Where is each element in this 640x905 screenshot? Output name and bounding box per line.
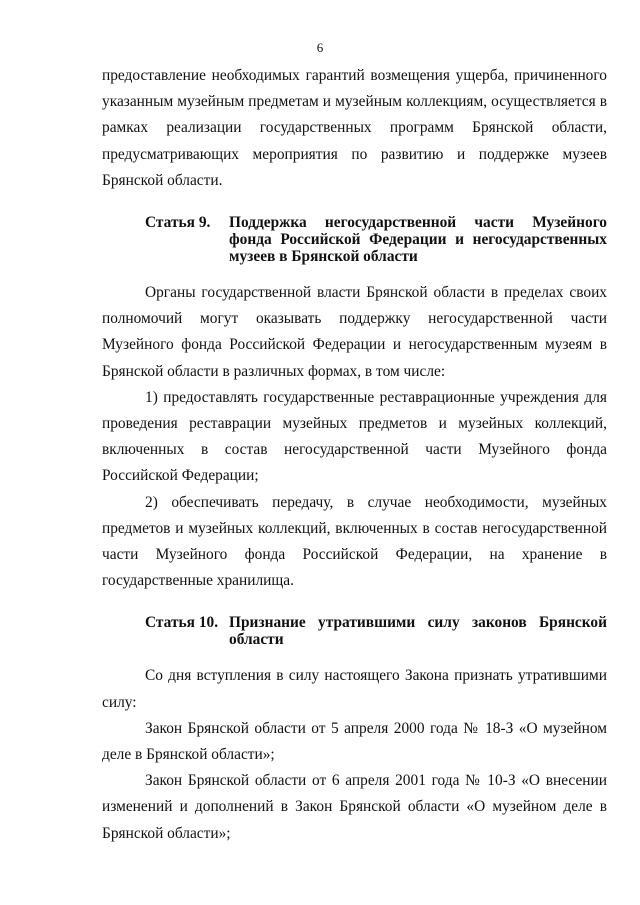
article-10-heading [145, 614, 607, 648]
article-10-title: Признание утратившими силу законов Брянской области [229, 614, 607, 649]
article-9-item-1: 1) предоставлять государственные реставрационные учреждения для проведения реставрации музейных предметов и музейных коллекций, включенных в состав негосударственной части Музейного фонда Российской Федерации; [102, 388, 607, 485]
article-10-paragraph: Со дня вступления в силу настоящего Закона признать утратившими силу: [102, 667, 607, 711]
article-9-item-2: 2) обеспечивать передачу, в случае необходимости, музейных предметов и музейных коллекций, включенных в состав негосударственной части Музейного фонда Российской Федерации, на хранение в государственные хранилища. [102, 493, 607, 590]
page-number: 6 [316, 40, 324, 55]
document-body [102, 63, 607, 847]
intro-paragraph: предоставление необходимых гарантий возмещения ущерба, причиненного указанным музейным предметам и музейным коллекциям, осуществляется в рамках реализации государственных программ Брянской области, предусматривающих мероприятия по развитию и поддержке музеев Брянской области. [102, 67, 607, 189]
article-10-law-1: Закон Брянской области от 5 апреля 2000 года № 18-З «О музейном деле в Брянской области»; [102, 719, 607, 764]
article-9-heading [145, 214, 607, 265]
article-9-title: Поддержка негосударственной части Музейного фонда Российской Федерации и негосударственных музеев в Брянской области [229, 214, 607, 266]
article-9-paragraph: Органы государственной власти Брянской области в пределах своих полномочий могут оказывать поддержку негосударственной части Музейного фонда Российской Федерации и негосударственным музеям в Брянской области в различных формах, в том числе: [102, 284, 607, 380]
article-10-law-2: Закон Брянской области от 6 апреля 2001 года № 10-З «О внесении изменений и дополнений в Закон Брянской области «О музейном деле в Брянской области»; [102, 772, 607, 842]
article-9-number: Статья 9. [145, 214, 211, 232]
article-10-number: Статья 10. [145, 614, 219, 632]
